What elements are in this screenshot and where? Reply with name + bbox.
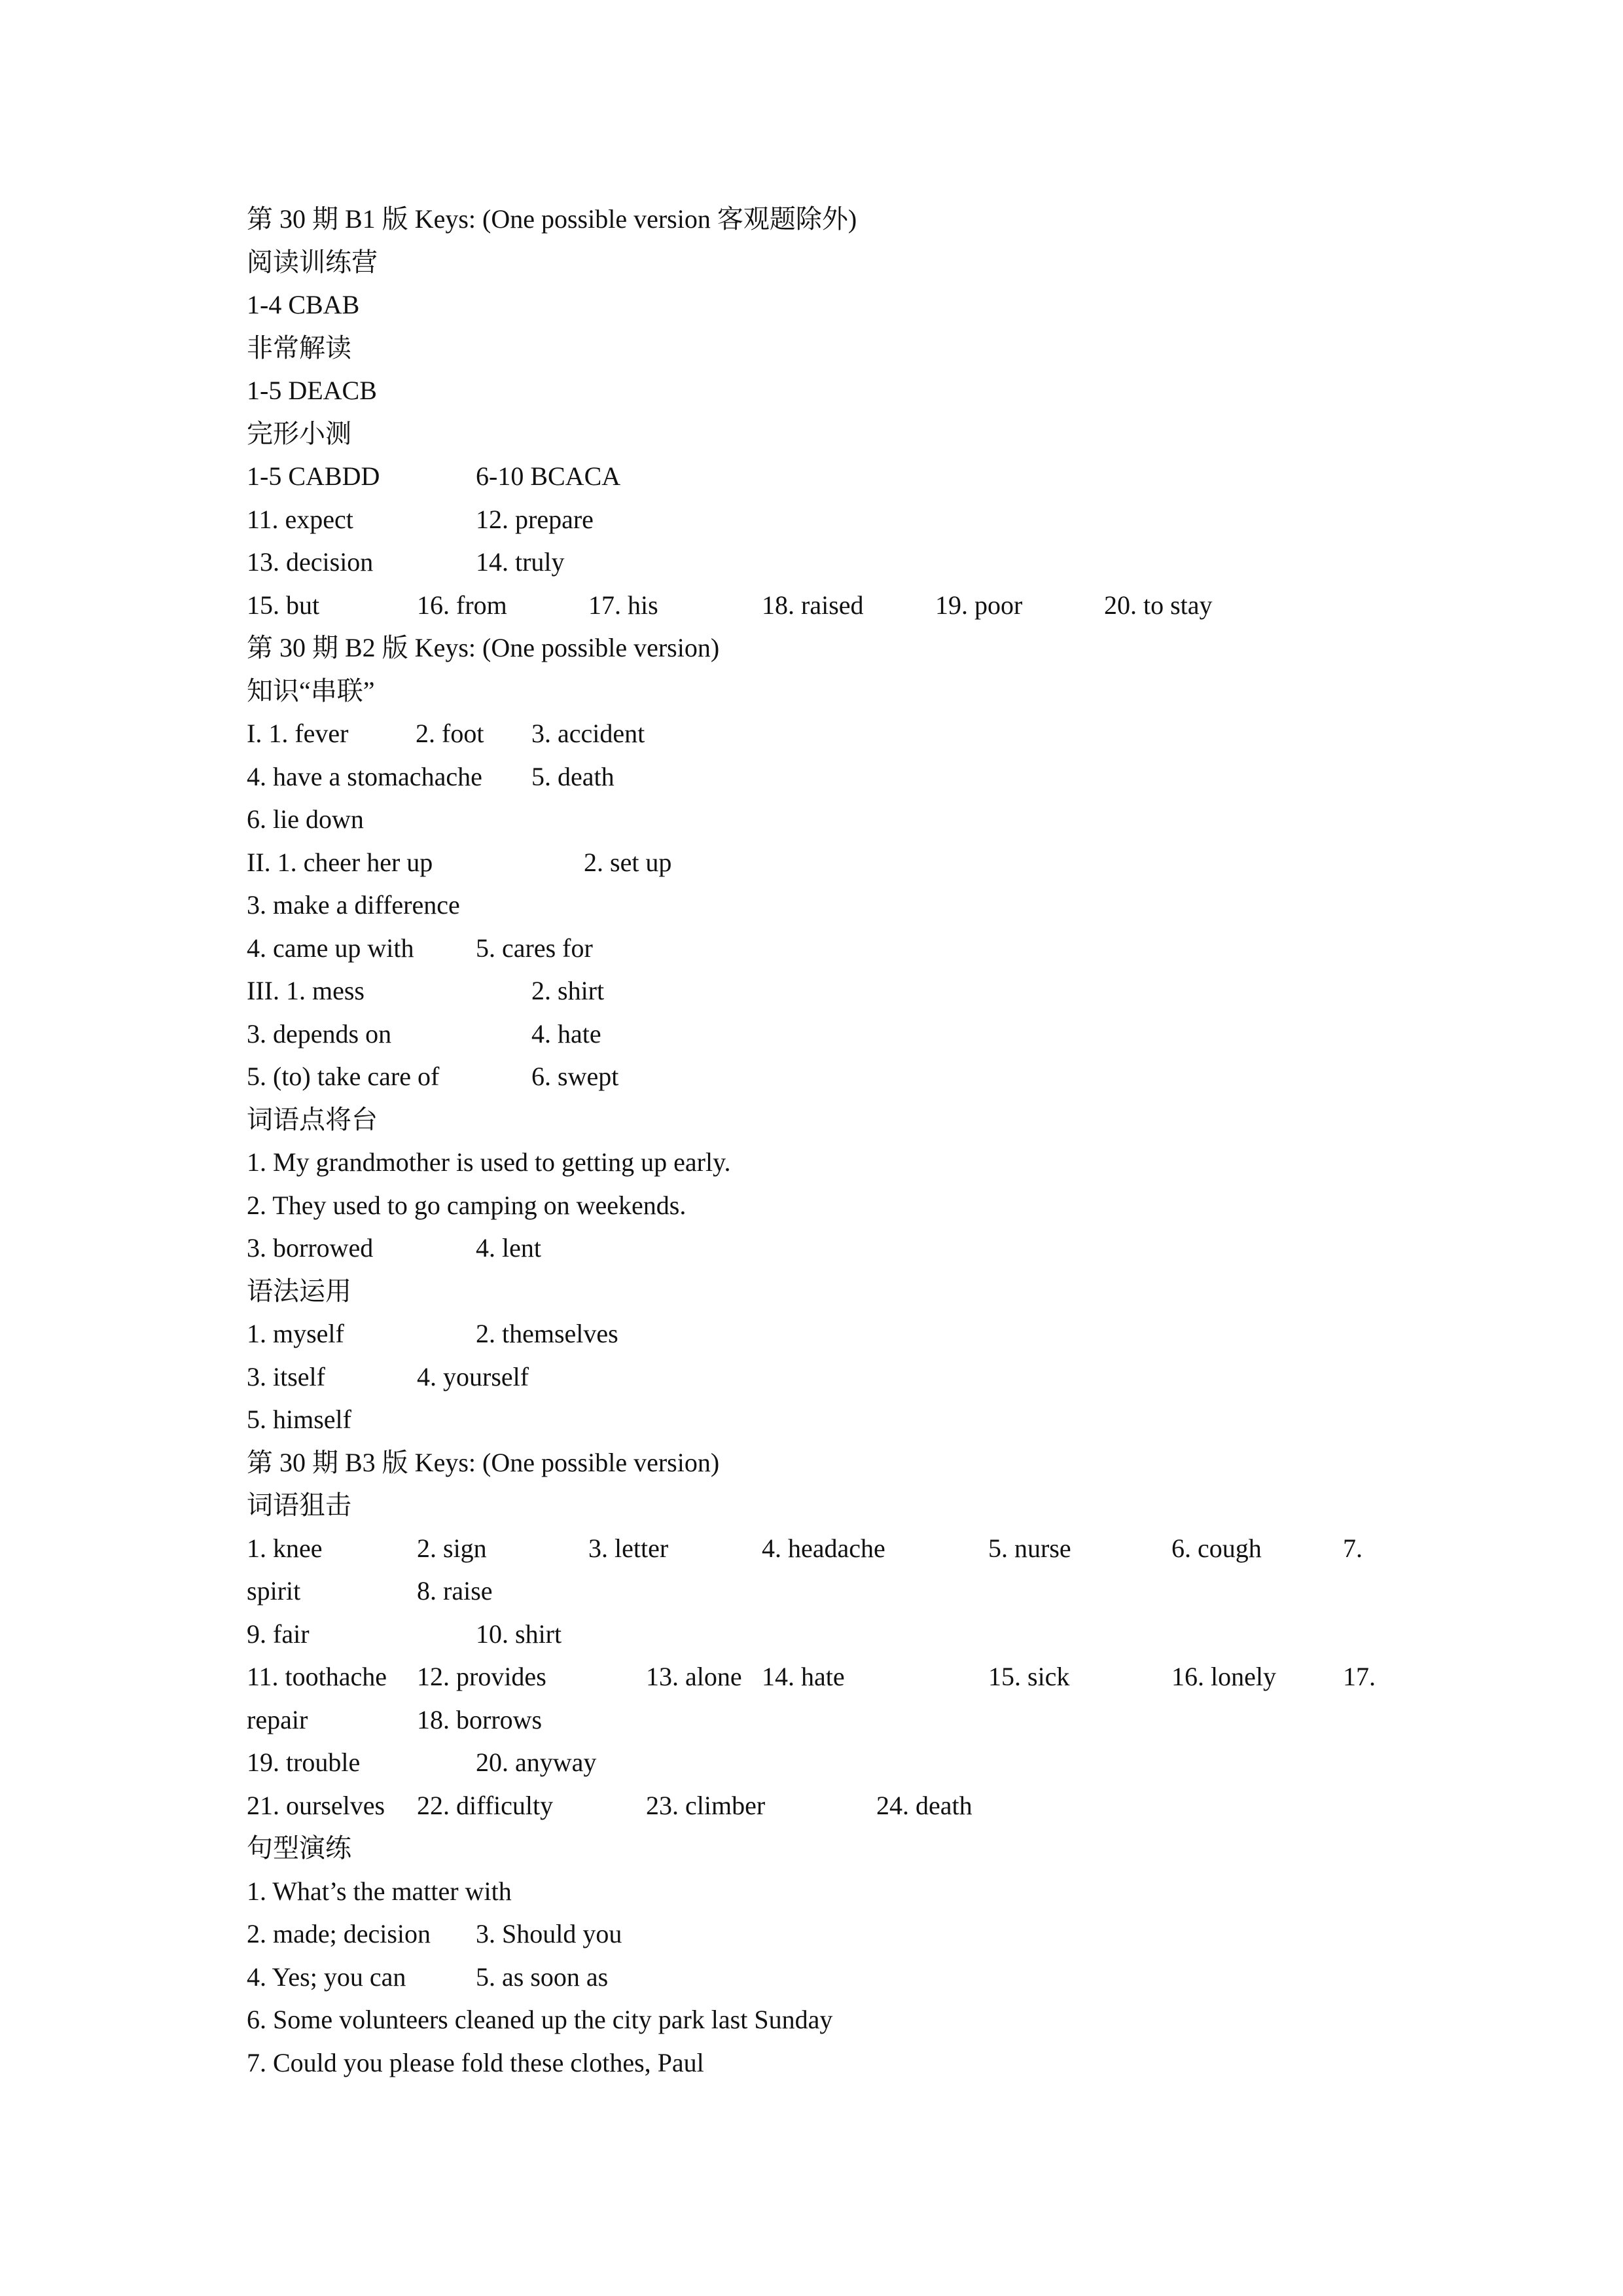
answer-row: 7. Could you please fold these clothes, Paul bbox=[247, 2047, 704, 2077]
subsection-title-reading-camp: 阅读训练营 bbox=[247, 247, 378, 277]
answer-key-content bbox=[247, 198, 1425, 2084]
subsection-title-sentence-drill: 句型演练 bbox=[247, 1833, 351, 1863]
answer-row: repair 18. borrows bbox=[247, 1704, 543, 1734]
subsection-title-grammar-use: 语法运用 bbox=[247, 1276, 351, 1306]
answer-row: 3. depends on 4. hate bbox=[247, 1018, 601, 1049]
answer-row: 21. ourselves 22. difficulty 23. climber 24. death bbox=[247, 1790, 972, 1820]
answer-row: 3. make a difference bbox=[247, 890, 460, 920]
subsection-title-word-stage: 词语点将台 bbox=[247, 1104, 378, 1134]
subsection-title-word-sniping: 词语狙击 bbox=[247, 1490, 351, 1520]
answer-row: 1-5 CABDD 6-10 BCACA bbox=[247, 461, 621, 491]
answer-row: 4. have a stomachache 5. death bbox=[247, 761, 615, 791]
answer-row: 15. but 16. from 17. his 18. raised 19. poor 20. to stay bbox=[247, 590, 1213, 620]
answer-row: 3. borrowed 4. lent bbox=[247, 1233, 541, 1263]
answer-row: 11. expect 12. prepare bbox=[247, 504, 594, 534]
answer-row: 5. himself bbox=[247, 1405, 351, 1434]
section-heading-b1: 第 30 期 B1 版 Keys: (One possible version 客观题除外) bbox=[247, 204, 857, 234]
section-heading-b3: 第 30 期 B3 版 Keys: (One possible version) bbox=[247, 1447, 720, 1477]
section-heading-b2: 第 30 期 B2 版 Keys: (One possible version) bbox=[247, 633, 720, 662]
answer-row: 6. Some volunteers cleaned up the city park last Sunday bbox=[247, 2005, 833, 2034]
answer-row: 5. (to) take care of 6. swept bbox=[247, 1062, 619, 1091]
answer-row: 1-4 CBAB bbox=[247, 290, 360, 319]
answer-row: 1. My grandmother is used to getting up early. bbox=[247, 1147, 731, 1177]
answer-row: III. 1. mess 2. shirt bbox=[247, 976, 605, 1005]
answer-row: 1-5 DEACB bbox=[247, 376, 377, 405]
answer-row: 1. What’s the matter with bbox=[247, 1876, 512, 1906]
answer-row: 19. trouble 20. anyway bbox=[247, 1748, 597, 1777]
answer-row: 13. decision 14. truly bbox=[247, 547, 565, 577]
answer-row: 6. lie down bbox=[247, 804, 364, 834]
subsection-title-knowledge-link: 知识“串联” bbox=[247, 675, 375, 706]
subsection-title-cloze-test: 完形小测 bbox=[247, 418, 351, 448]
answer-row: 4. Yes; you can 5. as soon as bbox=[247, 1962, 609, 1992]
answer-row: I. 1. fever 2. foot 3. accident bbox=[247, 719, 645, 748]
subsection-title-special-reading: 非常解读 bbox=[247, 332, 351, 363]
answer-row: 1. myself 2. themselves bbox=[247, 1319, 618, 1348]
answer-row: 4. came up with 5. cares for bbox=[247, 933, 593, 963]
answer-row: spirit 8. raise bbox=[247, 1576, 493, 1605]
answer-row: 3. itself 4. yourself bbox=[247, 1361, 529, 1391]
answer-row: II. 1. cheer her up 2. set up bbox=[247, 847, 672, 877]
answer-row: 9. fair 10. shirt bbox=[247, 1619, 562, 1649]
answer-row: 1. knee 2. sign 3. letter 4. headache 5. nurse 6. cough 7. bbox=[247, 1533, 1363, 1563]
answer-row: 2. They used to go camping on weekends. bbox=[247, 1190, 687, 1220]
answer-row: 2. made; decision 3. Should you bbox=[247, 1919, 622, 1948]
answer-row: 11. toothache 12. provides 13. alone 14. hate 15. sick 16. lonely 17. bbox=[247, 1662, 1376, 1691]
